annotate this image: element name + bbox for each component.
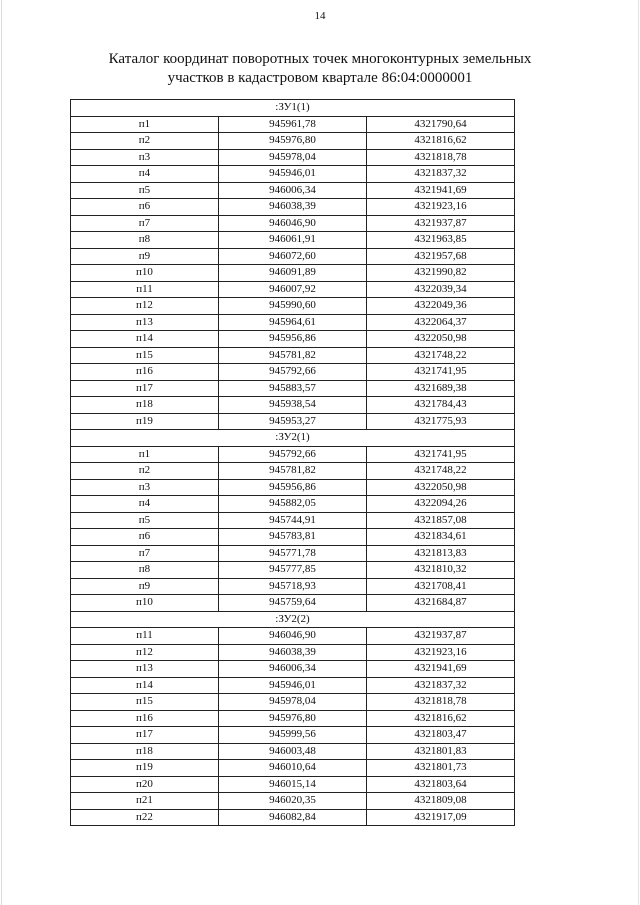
x-coordinate-cell: 945956,86	[219, 331, 367, 348]
point-id-cell: п3	[71, 149, 219, 166]
table-row	[71, 595, 515, 612]
x-coordinate-cell: 946061,91	[219, 232, 367, 249]
y-coordinate-cell: 4321963,85	[367, 232, 515, 249]
point-id-cell: п16	[71, 364, 219, 381]
point-id-cell: п19	[71, 760, 219, 777]
y-coordinate-cell: 4321809,08	[367, 793, 515, 810]
x-coordinate-cell: 945792,66	[219, 446, 367, 463]
x-coordinate-cell: 946006,34	[219, 182, 367, 199]
table-row	[71, 743, 515, 760]
point-id-cell: п19	[71, 413, 219, 430]
section-title: :ЗУ1(1)	[71, 100, 515, 117]
point-id-cell: п15	[71, 694, 219, 711]
table-row	[71, 199, 515, 216]
point-id-cell: п10	[71, 595, 219, 612]
point-id-cell: п17	[71, 380, 219, 397]
point-id-cell: п2	[71, 133, 219, 150]
x-coordinate-cell: 946010,64	[219, 760, 367, 777]
point-id-cell: п11	[71, 628, 219, 645]
point-id-cell: п14	[71, 677, 219, 694]
table-row	[71, 133, 515, 150]
point-id-cell: п7	[71, 545, 219, 562]
y-coordinate-cell: 4321790,64	[367, 116, 515, 133]
x-coordinate-cell: 945946,01	[219, 166, 367, 183]
x-coordinate-cell: 945792,66	[219, 364, 367, 381]
page-number: 14	[314, 10, 326, 22]
point-id-cell: п3	[71, 479, 219, 496]
table-row	[71, 397, 515, 414]
point-id-cell: п10	[71, 265, 219, 282]
y-coordinate-cell: 4321857,08	[367, 512, 515, 529]
x-coordinate-cell: 945990,60	[219, 298, 367, 315]
y-coordinate-cell: 4322050,98	[367, 331, 515, 348]
table-row	[71, 496, 515, 513]
table-row	[71, 347, 515, 364]
x-coordinate-cell: 945718,93	[219, 578, 367, 595]
point-id-cell: п14	[71, 331, 219, 348]
point-id-cell: п21	[71, 793, 219, 810]
y-coordinate-cell: 4321801,73	[367, 760, 515, 777]
scan-edge-right	[638, 0, 639, 905]
y-coordinate-cell: 4321818,78	[367, 149, 515, 166]
table-row	[71, 248, 515, 265]
y-coordinate-cell: 4321816,62	[367, 133, 515, 150]
y-coordinate-cell: 4322094,26	[367, 496, 515, 513]
title-line-1: Каталог координат поворотных точек многоконтурных земельных	[108, 51, 532, 67]
y-coordinate-cell: 4321837,32	[367, 677, 515, 694]
table-row	[71, 380, 515, 397]
point-id-cell: п7	[71, 215, 219, 232]
table-row	[71, 413, 515, 430]
x-coordinate-cell: 946020,35	[219, 793, 367, 810]
table-row	[71, 446, 515, 463]
x-coordinate-cell: 945999,56	[219, 727, 367, 744]
y-coordinate-cell: 4321708,41	[367, 578, 515, 595]
point-id-cell: п5	[71, 512, 219, 529]
table-row	[71, 578, 515, 595]
x-coordinate-cell: 945771,78	[219, 545, 367, 562]
table-row	[71, 512, 515, 529]
y-coordinate-cell: 4321917,09	[367, 809, 515, 826]
point-id-cell: п9	[71, 248, 219, 265]
x-coordinate-cell: 945783,81	[219, 529, 367, 546]
y-coordinate-cell: 4322039,34	[367, 281, 515, 298]
y-coordinate-cell: 4321957,68	[367, 248, 515, 265]
document-title	[70, 50, 570, 88]
table-row	[71, 562, 515, 579]
x-coordinate-cell: 945777,85	[219, 562, 367, 579]
x-coordinate-cell: 946003,48	[219, 743, 367, 760]
x-coordinate-cell: 946046,90	[219, 628, 367, 645]
y-coordinate-cell: 4321816,62	[367, 710, 515, 727]
y-coordinate-cell: 4322049,36	[367, 298, 515, 315]
table-row	[71, 298, 515, 315]
point-id-cell: п8	[71, 232, 219, 249]
x-coordinate-cell: 946038,39	[219, 644, 367, 661]
y-coordinate-cell: 4321941,69	[367, 182, 515, 199]
table-row	[71, 776, 515, 793]
point-id-cell: п8	[71, 562, 219, 579]
point-id-cell: п13	[71, 314, 219, 331]
y-coordinate-cell: 4321923,16	[367, 199, 515, 216]
x-coordinate-cell: 946082,84	[219, 809, 367, 826]
x-coordinate-cell: 945744,91	[219, 512, 367, 529]
coordinates-table	[70, 99, 515, 826]
y-coordinate-cell: 4321818,78	[367, 694, 515, 711]
y-coordinate-cell: 4321748,22	[367, 347, 515, 364]
x-coordinate-cell: 946007,92	[219, 281, 367, 298]
point-id-cell: п1	[71, 446, 219, 463]
point-id-cell: п4	[71, 496, 219, 513]
table-row	[71, 116, 515, 133]
y-coordinate-cell: 4321784,43	[367, 397, 515, 414]
table-row	[71, 463, 515, 480]
point-id-cell: п9	[71, 578, 219, 595]
y-coordinate-cell: 4321775,93	[367, 413, 515, 430]
point-id-cell: п13	[71, 661, 219, 678]
x-coordinate-cell: 946038,39	[219, 199, 367, 216]
table-row	[71, 545, 515, 562]
table-row	[71, 661, 515, 678]
point-id-cell: п1	[71, 116, 219, 133]
x-coordinate-cell: 946015,14	[219, 776, 367, 793]
table-row	[71, 149, 515, 166]
point-id-cell: п5	[71, 182, 219, 199]
point-id-cell: п20	[71, 776, 219, 793]
x-coordinate-cell: 946046,90	[219, 215, 367, 232]
y-coordinate-cell: 4322064,37	[367, 314, 515, 331]
y-coordinate-cell: 4321990,82	[367, 265, 515, 282]
x-coordinate-cell: 946091,89	[219, 265, 367, 282]
table-row	[71, 760, 515, 777]
y-coordinate-cell: 4321941,69	[367, 661, 515, 678]
x-coordinate-cell: 945883,57	[219, 380, 367, 397]
table-row	[71, 793, 515, 810]
table-row	[71, 677, 515, 694]
table-row	[71, 479, 515, 496]
coordinates-table-body	[71, 100, 515, 826]
x-coordinate-cell: 946006,34	[219, 661, 367, 678]
point-id-cell: п16	[71, 710, 219, 727]
table-row	[71, 364, 515, 381]
y-coordinate-cell: 4321741,95	[367, 446, 515, 463]
x-coordinate-cell: 945976,80	[219, 710, 367, 727]
point-id-cell: п4	[71, 166, 219, 183]
point-id-cell: п11	[71, 281, 219, 298]
point-id-cell: п6	[71, 199, 219, 216]
table-row	[71, 644, 515, 661]
point-id-cell: п22	[71, 809, 219, 826]
table-row	[71, 232, 515, 249]
y-coordinate-cell: 4321801,83	[367, 743, 515, 760]
section-header-row	[71, 100, 515, 117]
y-coordinate-cell: 4321684,87	[367, 595, 515, 612]
x-coordinate-cell: 945938,54	[219, 397, 367, 414]
table-row	[71, 809, 515, 826]
table-row	[71, 529, 515, 546]
y-coordinate-cell: 4321937,87	[367, 215, 515, 232]
table-row	[71, 281, 515, 298]
section-header-row	[71, 430, 515, 447]
section-title: :ЗУ2(2)	[71, 611, 515, 628]
x-coordinate-cell: 945759,64	[219, 595, 367, 612]
y-coordinate-cell: 4322050,98	[367, 479, 515, 496]
point-id-cell: п2	[71, 463, 219, 480]
scan-edge-left	[1, 0, 2, 905]
y-coordinate-cell: 4321810,32	[367, 562, 515, 579]
point-id-cell: п18	[71, 743, 219, 760]
x-coordinate-cell: 945964,61	[219, 314, 367, 331]
y-coordinate-cell: 4321837,32	[367, 166, 515, 183]
title-line-2: участков в кадастровом квартале 86:04:0000001	[167, 70, 473, 86]
y-coordinate-cell: 4321834,61	[367, 529, 515, 546]
y-coordinate-cell: 4321689,38	[367, 380, 515, 397]
point-id-cell: п6	[71, 529, 219, 546]
table-row	[71, 182, 515, 199]
y-coordinate-cell: 4321937,87	[367, 628, 515, 645]
table-row	[71, 628, 515, 645]
table-row	[71, 166, 515, 183]
x-coordinate-cell: 945976,80	[219, 133, 367, 150]
y-coordinate-cell: 4321748,22	[367, 463, 515, 480]
y-coordinate-cell: 4321803,64	[367, 776, 515, 793]
point-id-cell: п18	[71, 397, 219, 414]
table-row	[71, 694, 515, 711]
y-coordinate-cell: 4321741,95	[367, 364, 515, 381]
x-coordinate-cell: 945956,86	[219, 479, 367, 496]
y-coordinate-cell: 4321813,83	[367, 545, 515, 562]
table-row	[71, 710, 515, 727]
x-coordinate-cell: 945781,82	[219, 347, 367, 364]
x-coordinate-cell: 945978,04	[219, 694, 367, 711]
section-header-row	[71, 611, 515, 628]
table-row	[71, 331, 515, 348]
x-coordinate-cell: 946072,60	[219, 248, 367, 265]
point-id-cell: п17	[71, 727, 219, 744]
y-coordinate-cell: 4321923,16	[367, 644, 515, 661]
table-row	[71, 265, 515, 282]
table-row	[71, 727, 515, 744]
x-coordinate-cell: 945946,01	[219, 677, 367, 694]
point-id-cell: п15	[71, 347, 219, 364]
x-coordinate-cell: 945961,78	[219, 116, 367, 133]
x-coordinate-cell: 945781,82	[219, 463, 367, 480]
table-row	[71, 314, 515, 331]
x-coordinate-cell: 945953,27	[219, 413, 367, 430]
section-title: :ЗУ2(1)	[71, 430, 515, 447]
point-id-cell: п12	[71, 644, 219, 661]
x-coordinate-cell: 945882,05	[219, 496, 367, 513]
table-row	[71, 215, 515, 232]
x-coordinate-cell: 945978,04	[219, 149, 367, 166]
y-coordinate-cell: 4321803,47	[367, 727, 515, 744]
point-id-cell: п12	[71, 298, 219, 315]
